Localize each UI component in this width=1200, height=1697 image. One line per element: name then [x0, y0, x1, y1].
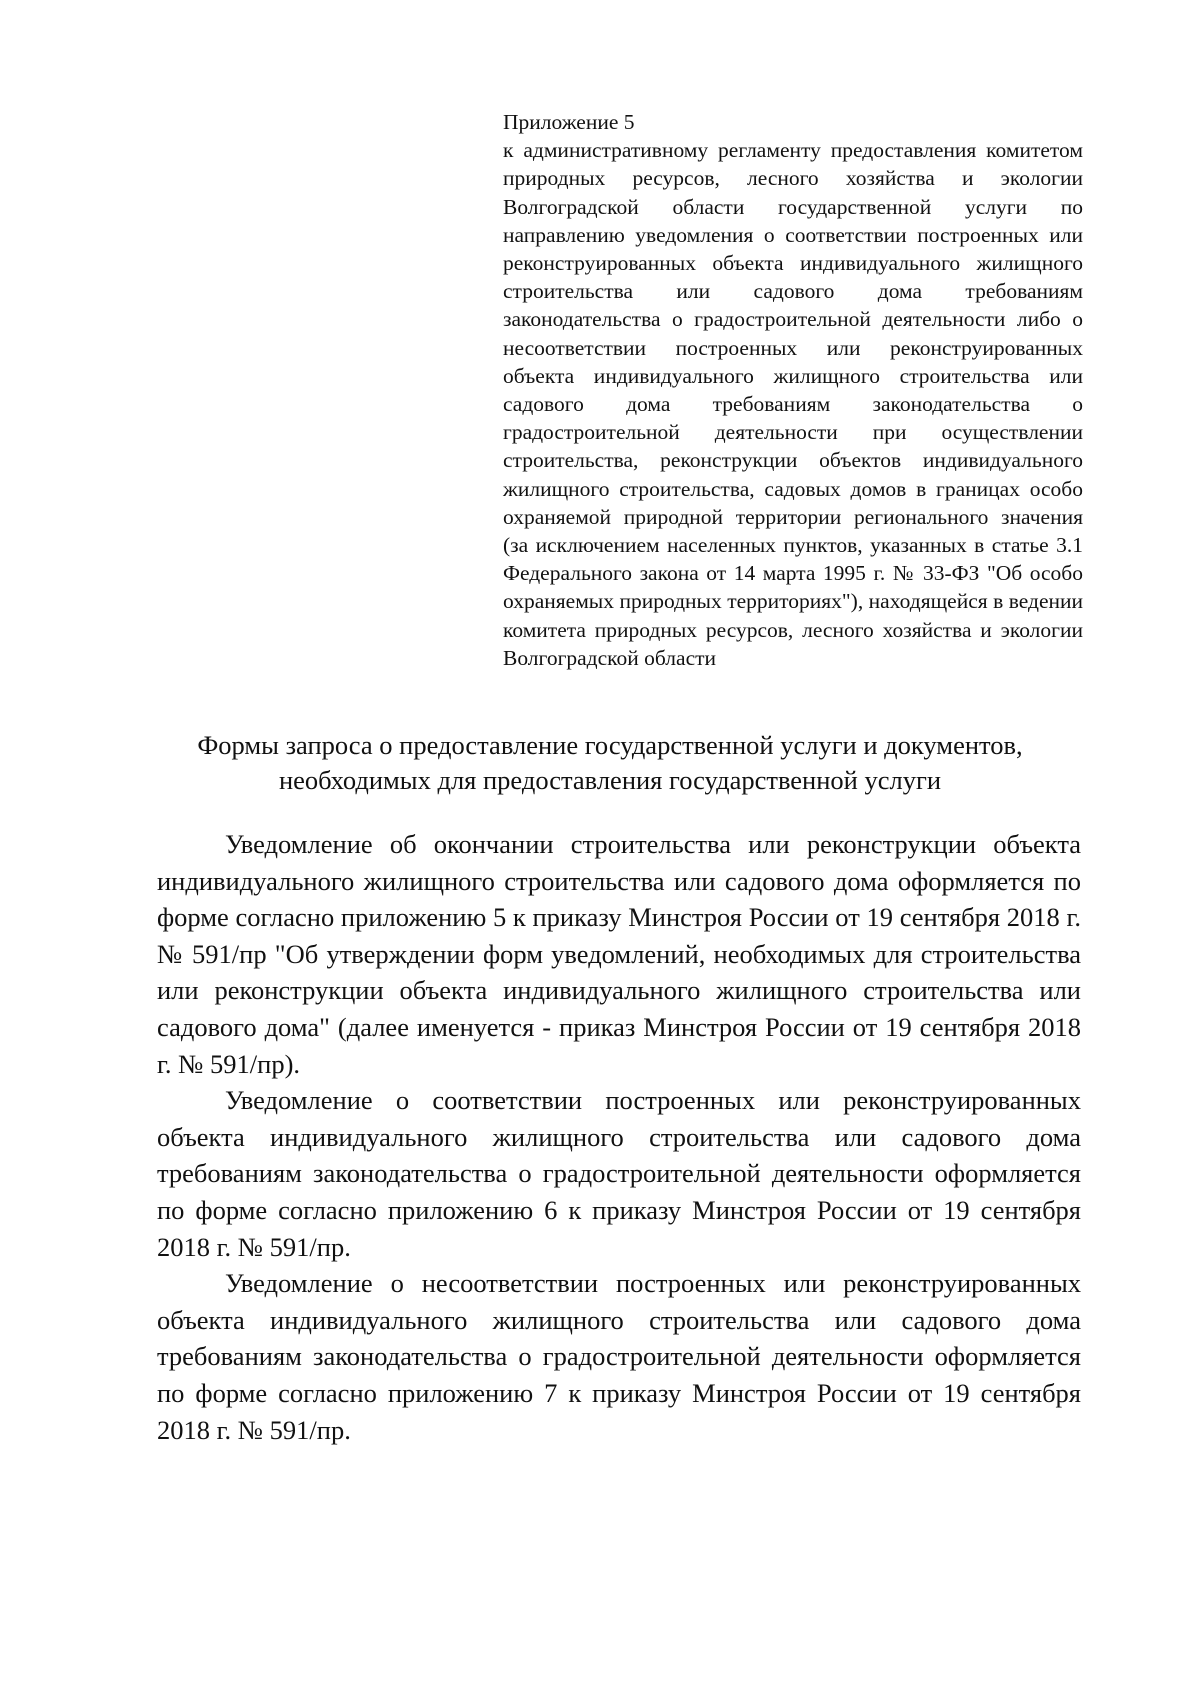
- paragraph-2: Уведомление о соответствии построенных или реконструированных объекта индивидуального жилищного строительства или садового дома требованиям законодательства о градостроительной деятельности оформляется по форме согласно приложению 6 к приказу Минстроя России от 19 сентября 2018 г. № 591/пр.: [157, 1085, 1081, 1262]
- appendix-text: к административному регламенту предоставления комитетом природных ресурсов, лесного хозяйства и экологии Волгоградской области государственной услуги по направлению уведомления о соответствии построенных или реконструированных объекта индивидуального жилищного строительства или садового дома требованиям законодательства о градостроительной деятельности либо о несоответствии построенных или реконструированных объекта индивидуального жилищного строительства или садового дома требованиям законодательства о градостроительной деятельности при осуществлении строительства, реконструкции объектов индивидуального жилищного строительства, садовых домов в границах особо охраняемой природной территории регионального значения (за исключением населенных пунктов, указанных в статье 3.1 Федерального закона от 14 марта 1995 г. № 33-ФЗ "Об особо охраняемых природных территориях"), находящейся в ведении комитета природных ресурсов, лесного хозяйства и экологии Волгоградской области: [503, 138, 1083, 670]
- appendix-title: Приложение 5: [503, 110, 635, 134]
- appendix-block: [503, 108, 1083, 672]
- document-body: [157, 826, 1081, 1448]
- paragraph-1: Уведомление об окончании строительства или реконструкции объекта индивидуального жилищного строительства или садового дома оформляется по форме согласно приложению 5 к приказу Минстроя России от 19 сентября 2018 г. № 591/пр "Об утверждении форм уведомлений, необходимых для строительства или реконструкции объекта индивидуального жилищного строительства или садового дома" (далее именуется - приказ Минстроя России от 19 сентября 2018 г. № 591/пр).: [157, 829, 1081, 1079]
- heading-line-2: необходимых для предоставления государственной услуги: [278, 765, 942, 795]
- document-heading: [140, 728, 1080, 798]
- heading-line-1: Формы запроса о предоставление государственной услуги и документов,: [197, 730, 1023, 760]
- paragraph-3: Уведомление о несоответствии построенных или реконструированных объекта индивидуального жилищного строительства или садового дома требованиям законодательства о градостроительной деятельности оформляется по форме согласно приложению 7 к приказу Минстроя России от 19 сентября 2018 г. № 591/пр.: [157, 1268, 1081, 1445]
